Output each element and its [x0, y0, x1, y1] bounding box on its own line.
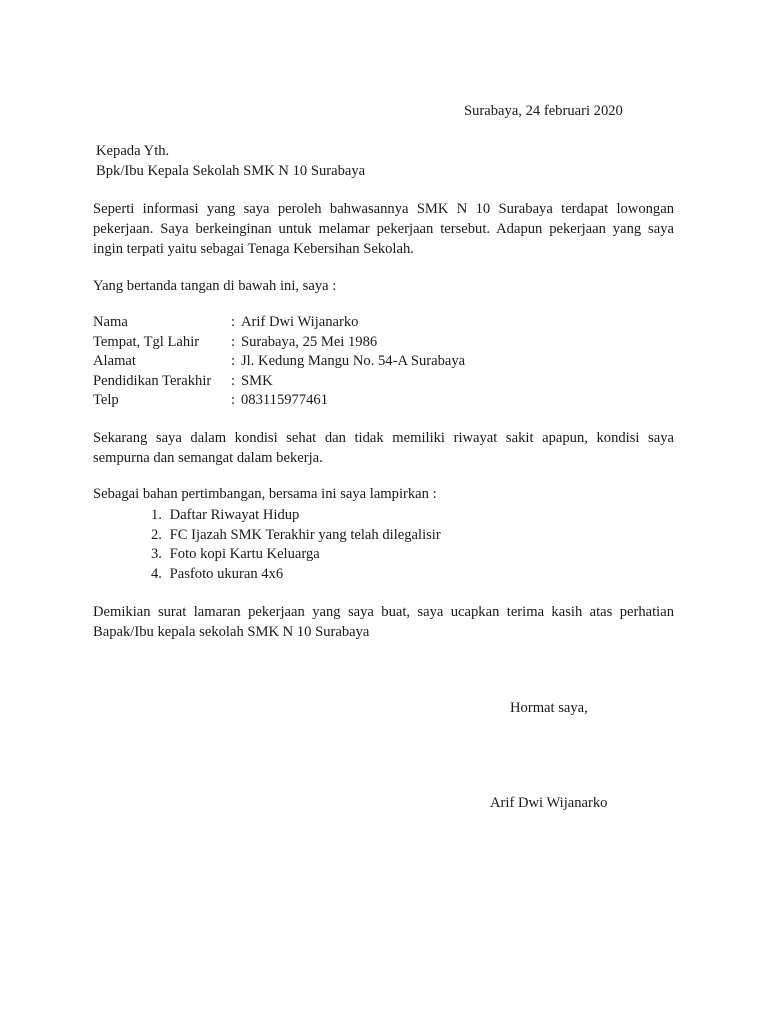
detail-value: Surabaya, 25 Mei 1986	[241, 334, 378, 350]
detail-colon: :	[231, 353, 236, 369]
detail-value: SMK	[241, 373, 273, 389]
detail-value: Jl. Kedung Mangu No. 54-A Surabaya	[241, 353, 466, 369]
detail-colon: :	[231, 373, 236, 389]
signer-intro: Yang bertanda tangan di bawah ini, saya :	[93, 278, 337, 294]
closing-paragraph: Demikian surat lamaran pekerjaan yang saya buat, saya ucapkan terima kasih atas perhatian Bapak/Ibu kepala sekolah SMK N 10 Surabaya	[93, 604, 674, 640]
list-item	[151, 525, 441, 545]
detail-value: Arif Dwi Wijanarko	[241, 314, 359, 330]
attachments-intro: Sebagai bahan pertimbangan, bersama ini saya lampirkan :	[93, 486, 437, 502]
list-text: Daftar Riwayat Hidup	[169, 507, 300, 523]
salutation: Hormat saya,	[510, 700, 588, 716]
detail-label: Nama	[93, 314, 128, 330]
list-number: 3.	[151, 546, 162, 562]
detail-label: Alamat	[93, 353, 136, 369]
detail-label: Telp	[93, 392, 119, 408]
detail-value: 083115977461	[241, 392, 329, 408]
list-text: Pasfoto ukuran 4x6	[169, 566, 284, 582]
detail-label: Tempat, Tgl Lahir	[93, 334, 200, 350]
detail-colon: :	[231, 392, 236, 408]
list-number: 2.	[151, 527, 162, 543]
list-number: 1.	[151, 507, 162, 523]
signer-name: Arif Dwi Wijanarko	[490, 795, 608, 811]
place-date: Surabaya, 24 februari 2020	[464, 103, 623, 119]
list-number: 4.	[151, 566, 162, 582]
recipient-line-1: Kepada Yth.	[96, 143, 170, 159]
list-text: Foto kopi Kartu Keluarga	[169, 546, 320, 562]
condition-paragraph: Sekarang saya dalam kondisi sehat dan tidak memiliki riwayat sakit apapun, kondisi saya sempurna dan semangat dalam bekerja.	[93, 430, 674, 466]
detail-colon: :	[231, 334, 236, 350]
detail-label: Pendidikan Terakhir	[93, 373, 212, 389]
list-item	[151, 564, 283, 584]
detail-colon: :	[231, 314, 236, 330]
list-item	[151, 505, 299, 525]
recipient-line-2: Bpk/Ibu Kepala Sekolah SMK N 10 Surabaya	[96, 163, 366, 179]
intro-paragraph: Seperti informasi yang saya peroleh bahwasannya SMK N 10 Surabaya terdapat lowongan pekerjaan. Saya berkeinginan untuk melamar pekerjaan tersebut. Adapun pekerjaan yang saya ingin terpati yaitu sebagai Tenaga Kebersihan Sekolah.	[93, 201, 674, 257]
list-text: FC Ijazah SMK Terakhir yang telah dilegalisir	[169, 527, 441, 543]
list-item	[151, 544, 320, 564]
